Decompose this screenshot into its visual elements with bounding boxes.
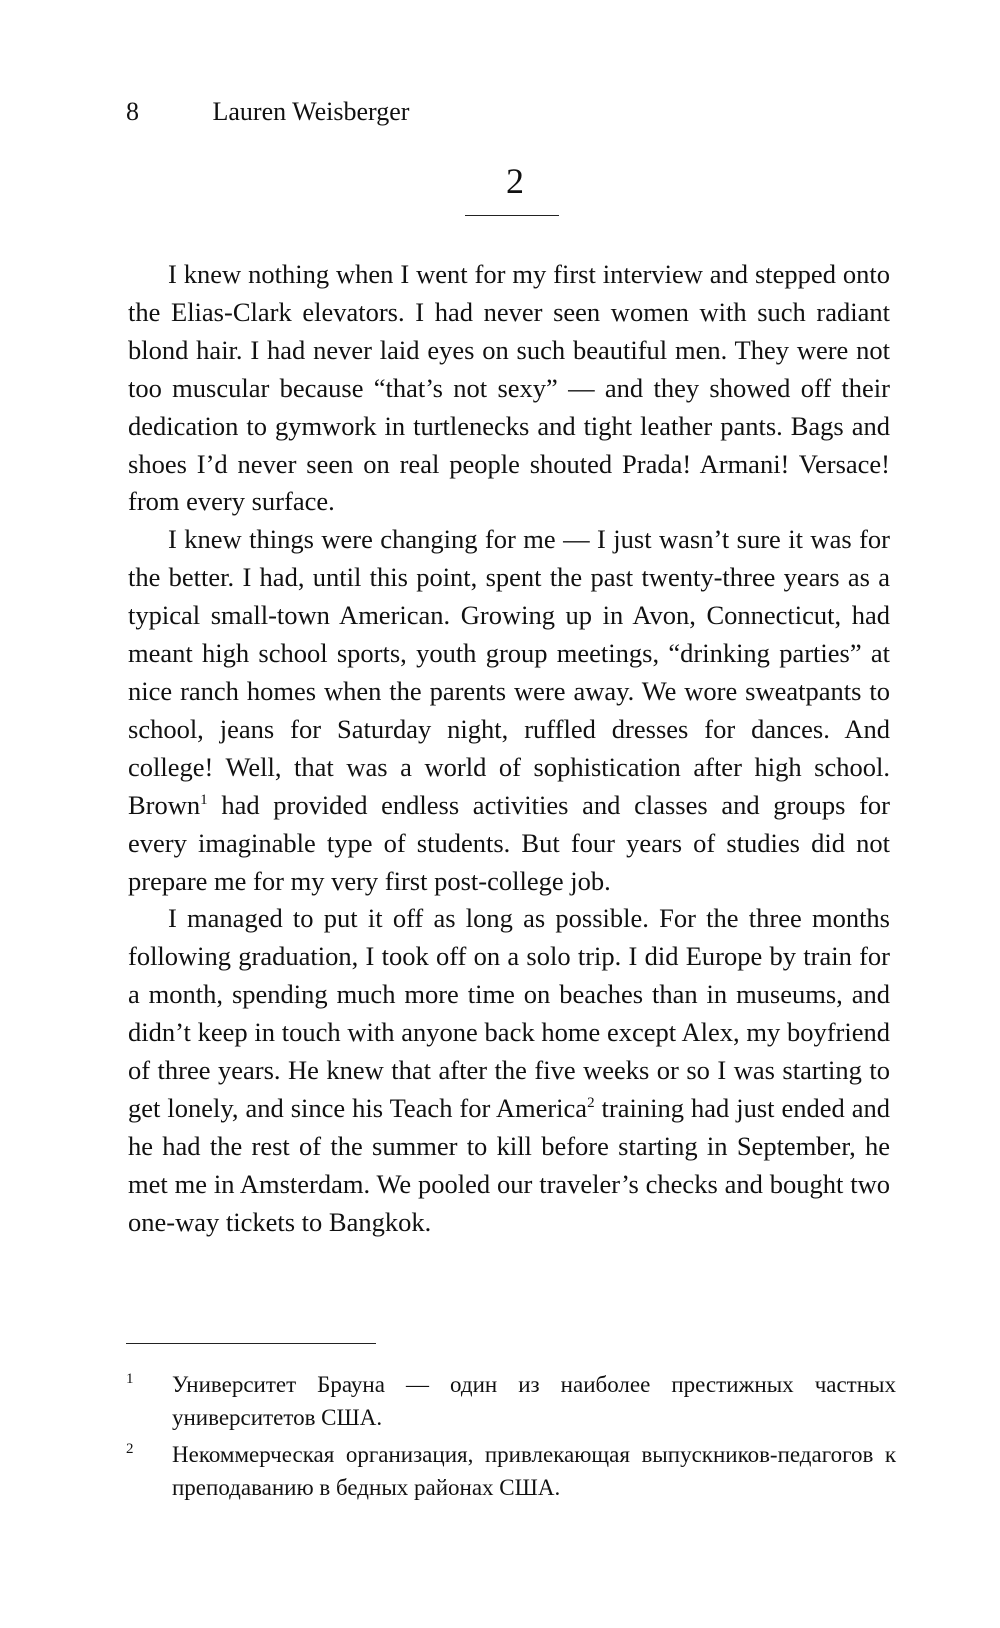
paragraph-3: [128, 900, 890, 1241]
paragraph-1: I knew nothing when I went for my first interview and stepped onto the Elias-Clark elevators. I had never seen women with such radiant blond hair. I had never laid eyes on such beautiful men. They were not too muscular because “that’s not sexy” — and they showed off their dedication to gymwork in turtlenecks and tight leather pants. Bags and shoes I’d never seen on real people shouted Prada! Armani! Versace! from every surface.: [128, 259, 890, 517]
footnotes: [126, 1368, 896, 1508]
paragraph-2-part-b: had provided endless activities and classes and groups for every imaginable type of students. But four years of studies did not prepare me for my very first post-college job.: [128, 789, 890, 896]
running-head-author: Lauren Weisberger: [212, 97, 410, 126]
page-number: 8: [126, 97, 139, 126]
chapter-number: 2: [506, 161, 524, 201]
chapter-rule: [465, 215, 559, 216]
footnote-ref-1: 1: [200, 791, 208, 808]
paragraph-3-part-b: training had just ended and he had the rest of the summer to kill before starting in September, he met me in Amsterdam. We pooled our traveler’s checks and bought two one-way tickets to Bangkok.: [128, 1092, 890, 1237]
paragraph-3-part-a: I managed to put it off as long as possible. For the three months following graduation, I took off on a solo trip. I did Europe by train for a month, spending much more time on beaches than in museums, and didn’t keep in touch with anyone back home except Alex, my boyfriend of three years. He knew that after the five weeks or so I was starting to get lonely, and since his Teach for America: [128, 903, 890, 1123]
footnote-2: [126, 1438, 896, 1504]
footnote-1: [126, 1368, 896, 1434]
footnote-2-marker: 2: [126, 1441, 134, 1457]
paragraph-2-part-a: I knew things were changing for me — I just wasn’t sure it was for the better. I had, until this point, spent the past twenty-three years as a typical small-town American. Growing up in Avon, Connecticut, had meant high school sports, youth group meetings, “drinking parties” at nice ranch homes when the parents were away. We wore sweatpants to school, jeans for Saturday night, ruffled dresses for dances. And college! Well, that was a world of sophistication after high school. Brown: [128, 524, 890, 820]
footnote-2-text: Некоммерческая организация, привлекающая выпускников-педагогов к преподаванию в бедных районах США.: [172, 1442, 896, 1500]
running-head: [126, 96, 409, 128]
footnote-1-text: Университет Брауна — один из наиболее престижных частных университетов США.: [172, 1372, 896, 1430]
body-text: [128, 256, 890, 1242]
paragraph-2: [128, 521, 890, 900]
footnote-1-marker: 1: [126, 1371, 134, 1387]
footnote-rule: [126, 1343, 376, 1344]
footnote-ref-2: 2: [587, 1095, 595, 1112]
